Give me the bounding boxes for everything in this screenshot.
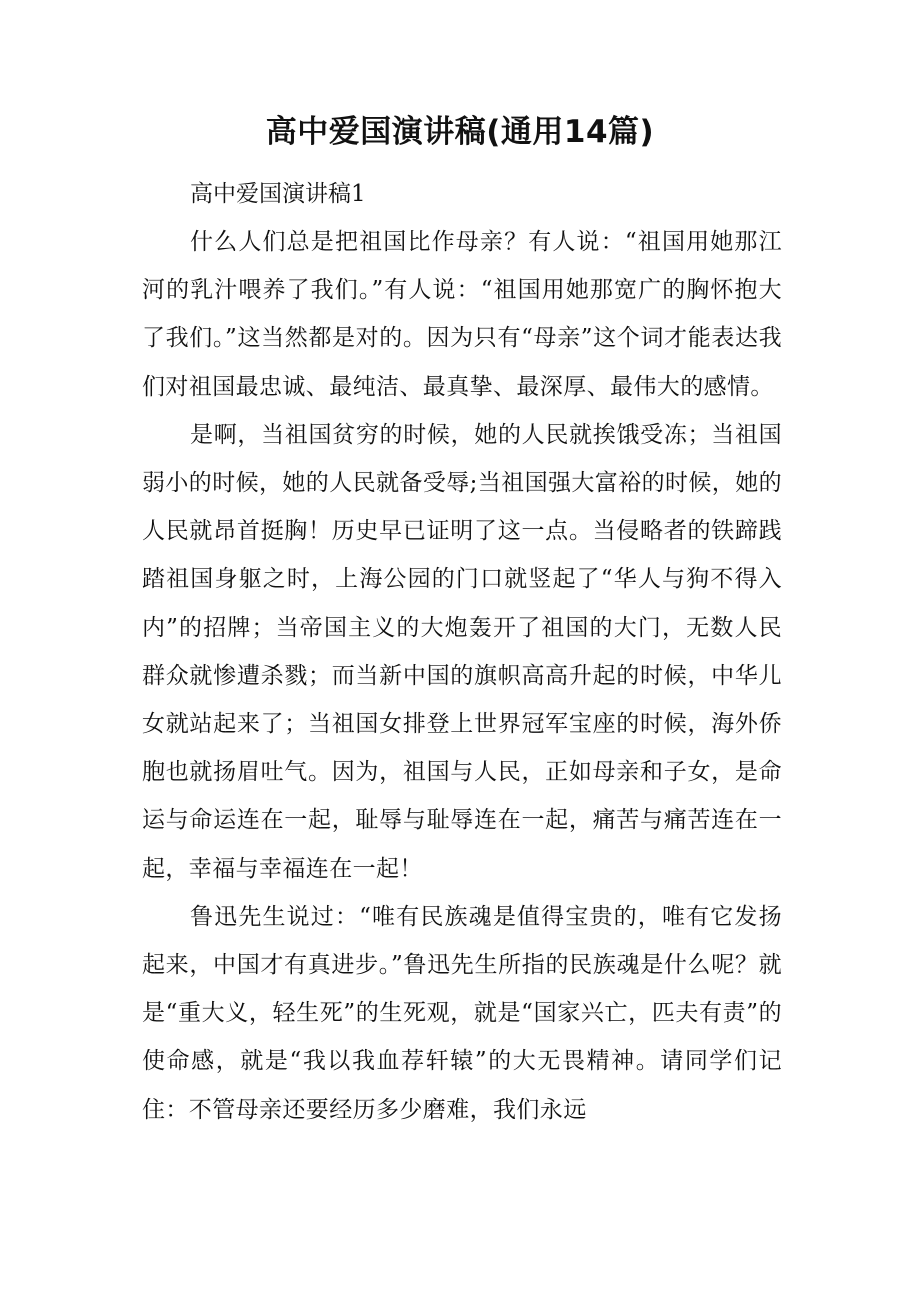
document-body (142, 218, 782, 1134)
paragraph-2: 是啊，当祖国贫穷的时候，她的人民就挨饿受冻；当祖国弱小的时候，她的人民就备受辱;当祖国强大富裕的时候，她的人民就昂首挺胸！历史早已证明了这一点。当侵略者的铁蹄践踏祖国身躯之时，上海公园的门口就竖起了“华人与狗不得入内”的招牌；当帝国主义的大炮轰开了祖国的大门，无数人民群众就惨遭杀戮；而当新中国的旗帜高高升起的时候，中华儿女就站起来了；当祖国女排登上世界冠军宝座的时候，海外侨胞也就扬眉吐气。因为，祖国与人民，正如母亲和子女，是命运与命运连在一起，耻辱与耻辱连在一起，痛苦与痛苦连在一起，幸福与幸福连在一起！ (142, 421, 782, 882)
paragraph-1: 什么人们总是把祖国比作母亲？有人说：“祖国用她那江河的乳汁喂养了我们。”有人说：“祖国用她那宽广的胸怀抱大了我们。”这当然都是对的。因为只有“母亲”这个词才能表达我们对祖国最忠诚、最纯洁、最真挚、最深厚、最伟大的感情。 (142, 229, 782, 400)
paragraph-3: 鲁迅先生说过：“唯有民族魂是值得宝贵的，唯有它发扬起来，中国才有真进步。”鲁迅先生所指的民族魂是什么呢？就是“重大义，轻生死”的生死观，就是“国家兴亡，匹夫有责”的使命感，就是“我以我血荐轩辕”的大无畏精神。请同学们记住：不管母亲还要经历多少磨难，我们永远 (142, 903, 782, 1123)
section-heading: 高中爱国演讲稿1 (190, 181, 366, 207)
document-title: 高中爱国演讲稿(通用14篇) (265, 114, 655, 150)
